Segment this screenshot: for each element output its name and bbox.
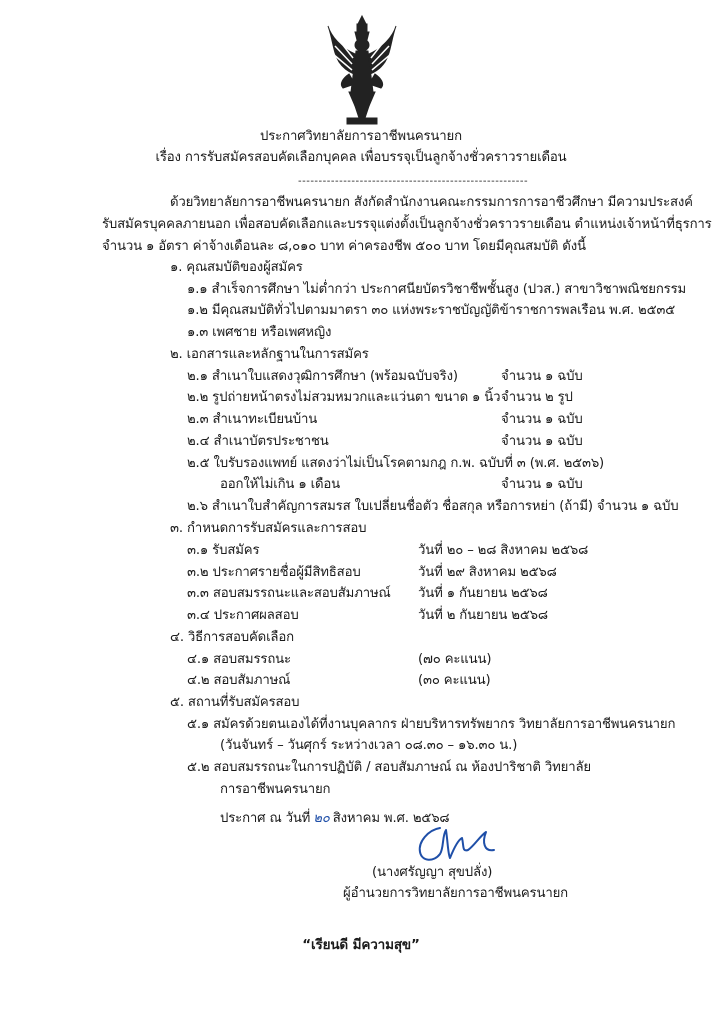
section-2-item-1-qty: จำนวน ๑ ฉบับ: [501, 369, 583, 384]
announcement-title: ประกาศวิทยาลัยการอาชีพนครนายก: [260, 129, 462, 144]
section-4-heading: ๔. วิธีการสอบคัดเลือก: [170, 630, 294, 645]
announcement-date-prefix: ประกาศ ณ วันที่: [220, 811, 311, 826]
section-3-item-3: ๓.๓ สอบสมรรถนะและสอบสัมภาษณ์: [187, 586, 391, 601]
section-5-item-1-cont: (วันจันทร์ – วันศุกร์ ระหว่างเวลา ๐๘.๓๐ – ๑๖.๓๐ น.): [220, 738, 518, 753]
signature-icon: [412, 822, 498, 866]
section-3-item-4: ๓.๔ ประกาศผลสอบ: [187, 608, 299, 623]
section-1-item-1: ๑.๑ สำเร็จการศึกษา ไม่ต่ำกว่า ประกาศนียบัตรวิชาชีพชั้นสูง (ปวส.) สาขาวิชาพณิชยกรรม: [187, 282, 687, 297]
section-3-item-1: ๓.๑ รับสมัคร: [187, 543, 260, 558]
section-2-item-2-qty: จำนวน ๒ รูป: [501, 390, 573, 405]
section-2-item-5: ๒.๕ ใบรับรองแพทย์ แสดงว่าไม่เป็นโรคตามกฎ ก.พ. ฉบับที่ ๓ (พ.ศ. ๒๕๓๖): [187, 456, 605, 471]
section-3-item-1-date: วันที่ ๒๐ – ๒๘ สิงหาคม ๒๕๖๘: [418, 543, 589, 558]
section-3-item-2: ๓.๒ ประกาศรายชื่อผู้มีสิทธิสอบ: [187, 565, 361, 580]
section-3-item-3-date: วันที่ ๑ กันยายน ๒๕๖๘: [418, 586, 548, 601]
section-1-heading: ๑. คุณสมบัติของผู้สมัคร: [170, 260, 303, 275]
section-2-item-3-qty: จำนวน ๑ ฉบับ: [501, 412, 583, 427]
intro-line-2: รับสมัครบุคคลภายนอก เพื่อสอบคัดเลือกและบรรจุแต่งตั้งเป็นลูกจ้างชั่วคราวรายเดือน ตำแหน่งเจ้าหน้าที่ธุรการ: [102, 217, 712, 232]
section-2-item-5-qty: จำนวน ๑ ฉบับ: [501, 477, 583, 492]
section-4-item-1: ๔.๑ สอบสมรรถนะ: [187, 652, 291, 667]
section-2-item-4-qty: จำนวน ๑ ฉบับ: [501, 434, 583, 449]
section-2-item-6: ๒.๖ สำเนาใบสำคัญการสมรส ใบเปลี่ยนชื่อตัว ชื่อสกุล หรือการหย่า (ถ้ามี) จำนวน ๑ ฉบับ: [187, 499, 679, 514]
separator: --------------------------------------------------------: [298, 176, 529, 187]
section-2-item-1: ๒.๑ สำเนาใบแสดงวุฒิการศึกษา (พร้อมฉบับจริง): [187, 369, 458, 384]
announcement-date-suffix: สิงหาคม พ.ศ. ๒๕๖๘: [332, 811, 450, 826]
intro-line-3: จำนวน ๑ อัตรา ค่าจ้างเดือนละ ๘,๐๑๐ บาท ค่าครองชีพ ๕๐๐ บาท โดยมีคุณสมบัติ ดังนี้: [102, 239, 586, 254]
signer-position: ผู้อำนวยการวิทยาลัยการอาชีพนครนายก: [343, 886, 569, 901]
section-2-item-5-cont: ออกให้ไม่เกิน ๑ เดือน: [220, 477, 341, 492]
garuda-emblem-icon: [325, 14, 399, 128]
section-4-item-1-score: (๗๐ คะแนน): [418, 652, 492, 667]
section-2-item-3: ๒.๓ สำเนาทะเบียนบ้าน: [187, 412, 318, 427]
section-4-item-2: ๔.๒ สอบสัมภาษณ์: [187, 673, 291, 688]
intro-line-1: ด้วยวิทยาลัยการอาชีพนครนายก สังกัดสำนักงานคณะกรรมการการอาชีวศึกษา มีความประสงค์: [170, 195, 693, 210]
section-4-item-2-score: (๓๐ คะแนน): [418, 673, 491, 688]
announcement-date-day: ๒๐: [313, 811, 330, 826]
announcement-subject: เรื่อง การรับสมัครสอบคัดเลือกบุคคล เพื่อบรรจุเป็นลูกจ้างชั่วคราวรายเดือน: [155, 150, 567, 165]
section-2-item-2: ๒.๒ รูปถ่ายหน้าตรงไม่สวมหมวกและแว่นตา ขนาด ๑ นิ้ว: [187, 390, 501, 405]
section-3-heading: ๓. กำหนดการรับสมัครและการสอบ: [170, 521, 367, 536]
section-5-heading: ๕. สถานที่รับสมัครสอบ: [170, 695, 300, 710]
section-5-item-2: ๕.๒ สอบสมรรถนะในการปฏิบัติ / สอบสัมภาษณ์ ณ ห้องปาริชาติ วิทยาลัย: [187, 760, 591, 775]
section-5-item-1: ๕.๑ สมัครด้วยตนเองได้ที่งานบุคลากร ฝ่ายบริหารทรัพยากร วิทยาลัยการอาชีพนครนายก: [187, 717, 676, 732]
section-3-item-2-date: วันที่ ๒๙ สิงหาคม ๒๕๖๘: [418, 565, 557, 580]
section-2-heading: ๒. เอกสารและหลักฐานในการสมัคร: [170, 347, 369, 362]
section-1-item-3: ๑.๓ เพศชาย หรือเพศหญิง: [187, 325, 332, 340]
section-1-item-2: ๑.๒ มีคุณสมบัติทั่วไปตามมาตรา ๓๐ แห่งพระราชบัญญัติข้าราชการพลเรือน พ.ศ. ๒๕๓๕: [187, 303, 676, 318]
signer-name: (นางศรัญญา สุขปลั่ง): [372, 865, 493, 880]
section-3-item-4-date: วันที่ ๒ กันยายน ๒๕๖๘: [418, 608, 548, 623]
section-5-item-2-cont: การอาชีพนครนายก: [220, 782, 331, 797]
section-2-item-4: ๒.๔ สำเนาบัตรประชาชน: [187, 434, 329, 449]
slogan: “เรียนดี มีความสุข”: [302, 937, 420, 953]
